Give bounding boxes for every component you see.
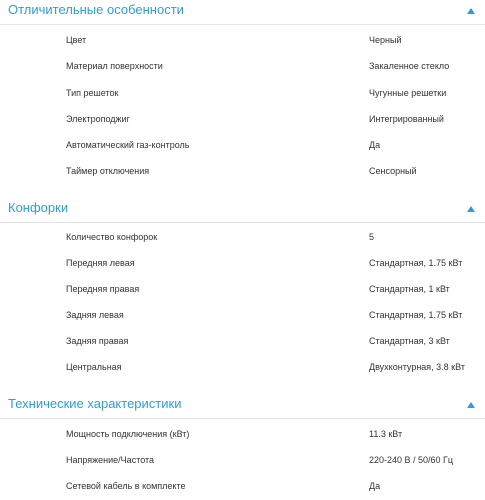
spec-row — [0, 83, 485, 103]
spec-row — [0, 357, 485, 377]
spec-label: Количество конфорок — [66, 232, 158, 242]
spec-label: Сетевой кабель в комплекте — [66, 481, 186, 491]
spec-row — [0, 476, 485, 496]
section-header-specs[interactable] — [0, 394, 485, 419]
spec-label: Автоматический газ-контроль — [66, 140, 190, 150]
section-title: Отличительные особенности — [8, 2, 184, 17]
section-header-burners[interactable] — [0, 198, 485, 223]
spec-row — [0, 331, 485, 351]
spec-label: Задняя правая — [66, 336, 129, 346]
spec-label: Мощность подключения (кВт) — [66, 429, 190, 439]
spec-value: Да — [369, 140, 381, 150]
spec-row — [0, 424, 485, 444]
spec-row — [0, 109, 485, 129]
spec-row — [0, 305, 485, 325]
spec-label: Центральная — [66, 362, 122, 372]
spec-value: Двухконтурная, 3.8 кВт — [369, 362, 465, 372]
spec-value: 220-240 В / 50/60 Гц — [369, 455, 454, 465]
spec-row — [0, 279, 485, 299]
spec-value: 5 — [369, 232, 375, 242]
spec-label: Материал поверхности — [66, 61, 163, 71]
spec-row — [0, 450, 485, 470]
spec-row — [0, 227, 485, 247]
spec-value: Да — [369, 481, 381, 491]
spec-row — [0, 253, 485, 273]
spec-value: Сенсорный — [369, 166, 417, 176]
spec-value: 11.3 кВт — [369, 429, 403, 439]
section-title: Конфорки — [8, 200, 69, 215]
spec-value: Закаленное стекло — [369, 61, 450, 71]
spec-value: Черный — [369, 35, 402, 45]
spec-row — [0, 56, 485, 76]
spec-row — [0, 135, 485, 155]
spec-value: Стандартная, 3 кВт — [369, 336, 450, 346]
spec-label: Передняя левая — [66, 258, 135, 268]
spec-value: Интегрированный — [369, 114, 444, 124]
spec-label: Электроподжиг — [66, 114, 130, 124]
spec-label: Передняя правая — [66, 284, 140, 294]
spec-label: Таймер отключения — [66, 166, 150, 176]
spec-value: Чугунные решетки — [369, 88, 447, 98]
spec-label: Задняя левая — [66, 310, 124, 320]
chevron-up-icon[interactable] — [467, 8, 475, 14]
spec-label: Тип решеток — [66, 88, 119, 98]
spec-value: Стандартная, 1 кВт — [369, 284, 450, 294]
section-title: Технические характеристики — [8, 396, 182, 411]
spec-row — [0, 161, 485, 181]
spec-label: Напряжение/Частота — [66, 455, 155, 465]
spec-row — [0, 30, 485, 50]
spec-value: Стандартная, 1.75 кВт — [369, 310, 463, 320]
spec-label: Цвет — [66, 35, 87, 45]
spec-value: Стандартная, 1.75 кВт — [369, 258, 463, 268]
chevron-up-icon[interactable] — [467, 206, 475, 212]
section-header-features[interactable] — [0, 0, 485, 25]
chevron-up-icon[interactable] — [467, 402, 475, 408]
